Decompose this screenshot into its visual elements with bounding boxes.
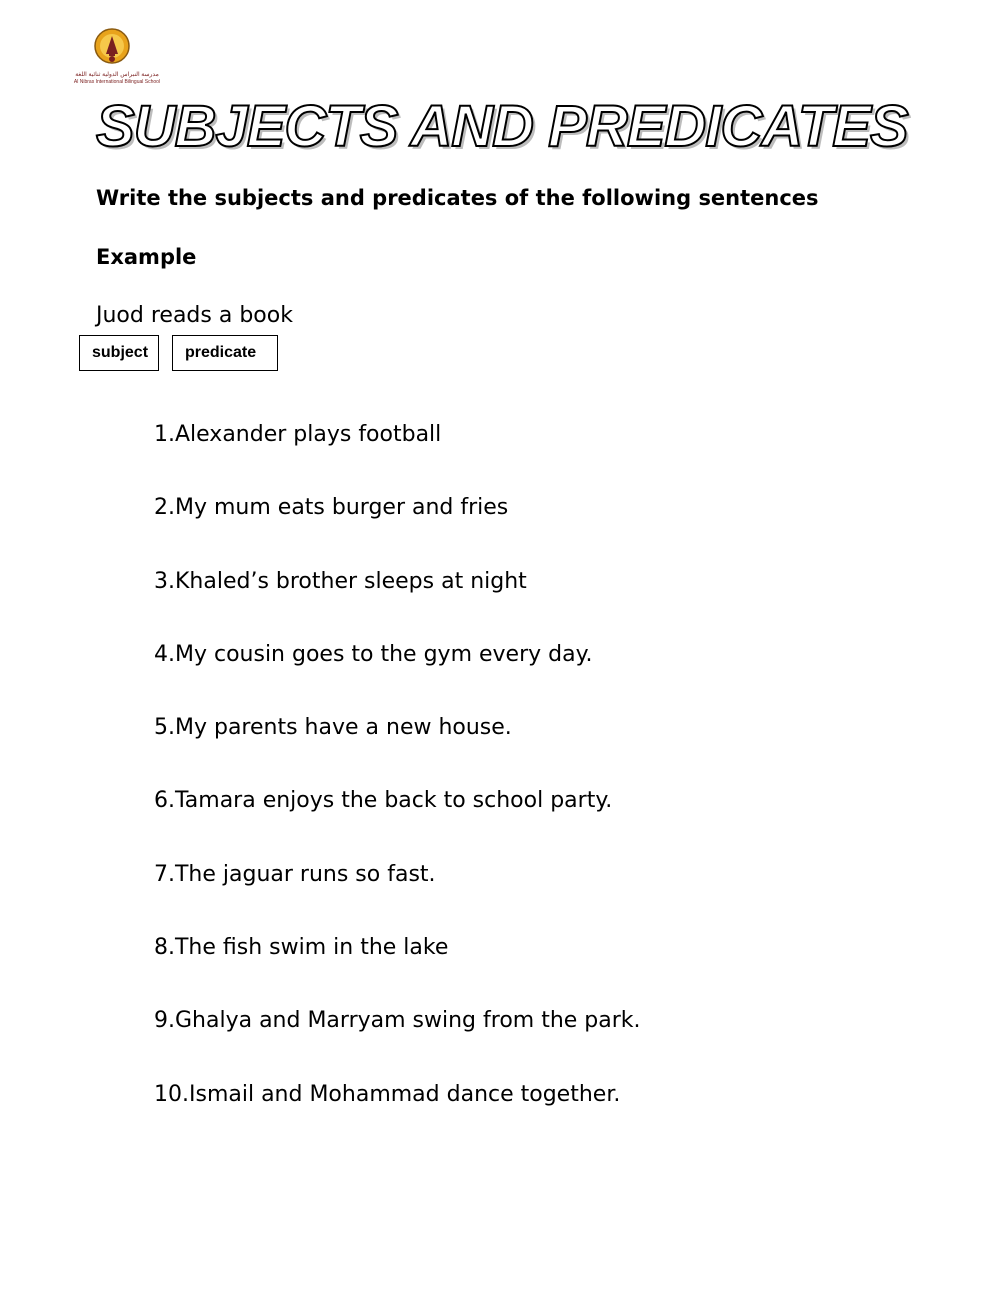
example-sentence: Juod reads a book [96,303,293,328]
school-name [72,72,162,85]
school-crest-icon [72,26,158,76]
sentence-item: 1.Alexander plays football [154,422,442,447]
sentence-item: 9.Ghalya and Marryam swing from the park. [154,1008,641,1034]
school-name-english: Al Nibras International Bilingual School [73,79,161,85]
subject-label-box [79,335,159,371]
example-heading: Example [96,245,197,269]
sentence-item: 2.My mum eats burger and fries [154,495,509,521]
sentence-item: 4.My cousin goes to the gym every day. [154,641,593,667]
instruction-text: Write the subjects and predicates of the following sentences [96,186,819,210]
sentence-item: 7.The jaguar runs so fast. [154,861,436,887]
worksheet-title: SUBJECTS AND PREDICATES [96,94,908,159]
sentence-item: 6.Tamara enjoys the back to school party. [154,788,613,814]
sentence-item: 8.The fish swim in the lake [154,935,449,961]
school-name-arabic: مدرسة النبراس الدولية ثنائية اللغة [75,72,159,78]
predicate-label: predicate [185,344,257,361]
subject-label: subject [92,344,149,361]
predicate-label-box [172,335,278,371]
sentence-item: 5.My parents have a new house. [154,715,512,741]
sentence-list [154,420,641,1153]
sentence-item: 3.Khaled’s brother sleeps at night [154,568,527,594]
sentence-item: 10.Ismail and Mohammad dance together. [154,1081,621,1107]
